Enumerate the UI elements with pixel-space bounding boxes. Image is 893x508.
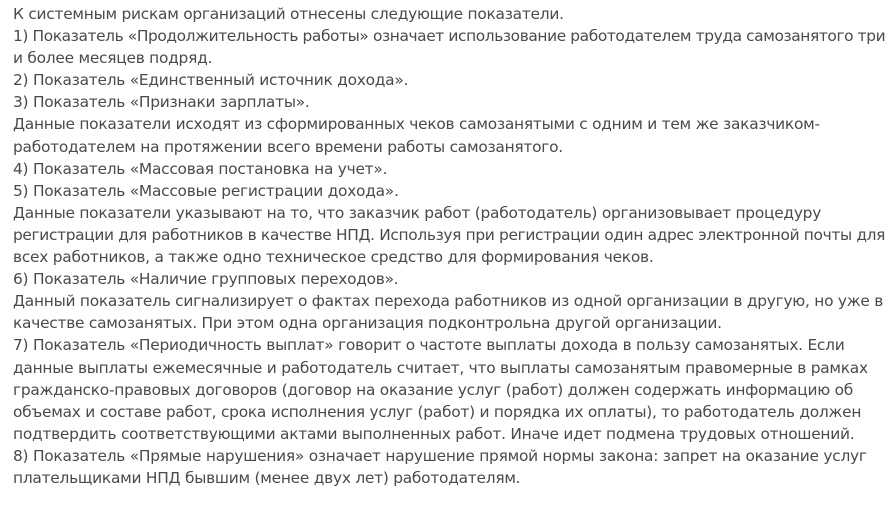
indicator-8-line-1: 8) Показатель «Прямые нарушения» означает нарушение прямой нормы закона: запрет на оказание услуг (13, 446, 867, 465)
indicator-6-line: 6) Показатель «Наличие групповых переходов». (13, 270, 399, 289)
indicator-1-line-2: и более месяцев подряд. (13, 49, 213, 68)
explanation-4-5-line-1: Данные показатели указывают на то, что заказчик работ (работодатель) организовывает процедуру (13, 203, 822, 222)
indicator-4-line: 4) Показатель «Массовая постановка на учет». (13, 159, 388, 178)
explanation-2-3-line-1: Данные показатели исходят из сформированных чеков самозанятыми с одним и тем же заказчиком- (13, 115, 820, 134)
indicator-8-line-2: плательщиками НПД бывшим (менее двух лет) работодателям. (13, 468, 521, 487)
indicator-7-line-2: данные выплаты ежемесячные и работодатель считает, что выплаты самозанятым правомерные в рамках (13, 358, 868, 377)
indicator-7-line-4: объемах и составе работ, срока исполнения услуг (работ) и порядка их оплаты), то работодатель должен (13, 402, 862, 421)
indicator-7-line-3: гражданско-правовых договоров (договор на оказание услуг (работ) должен содержать информацию об (13, 380, 854, 399)
intro-line: К системным рискам организаций отнесены следующие показатели. (13, 5, 564, 23)
explanation-6-line-1: Данный показатель сигнализирует о фактах перехода работников из одной организации в другую, но уже в (13, 292, 884, 311)
indicator-1-line-1: 1) Показатель «Продолжительность работы» означает использование работодателем труда самозанятого три (13, 27, 886, 46)
indicator-2-line: 2) Показатель «Единственный источник дохода». (13, 71, 409, 90)
explanation-6-line-2: качестве самозанятых. При этом одна организация подконтрольна другой организации. (13, 314, 722, 333)
indicator-5-line: 5) Показатель «Массовые регистрации дохода». (13, 181, 399, 200)
indicator-7-line-1: 7) Показатель «Периодичность выплат» говорит о частоте выплаты дохода в пользу самозанятых. Если (13, 336, 845, 355)
indicator-7-line-5: подтвердить соответствующими актами выполненных работ. Иначе идет подмена трудовых отношений. (13, 424, 855, 443)
explanation-4-5-line-2: регистрации для работников в качестве НПД. Используя при регистрации один адрес электронной почты для (13, 225, 886, 244)
explanation-2-3-line-2: работодателем на протяжении всего времени работы самозанятого. (13, 137, 563, 156)
explanation-4-5-line-3: всех работников, а также одно техническое средство для формирования чеков. (13, 248, 654, 267)
indicator-3-line: 3) Показатель «Признаки зарплаты». (13, 93, 310, 112)
